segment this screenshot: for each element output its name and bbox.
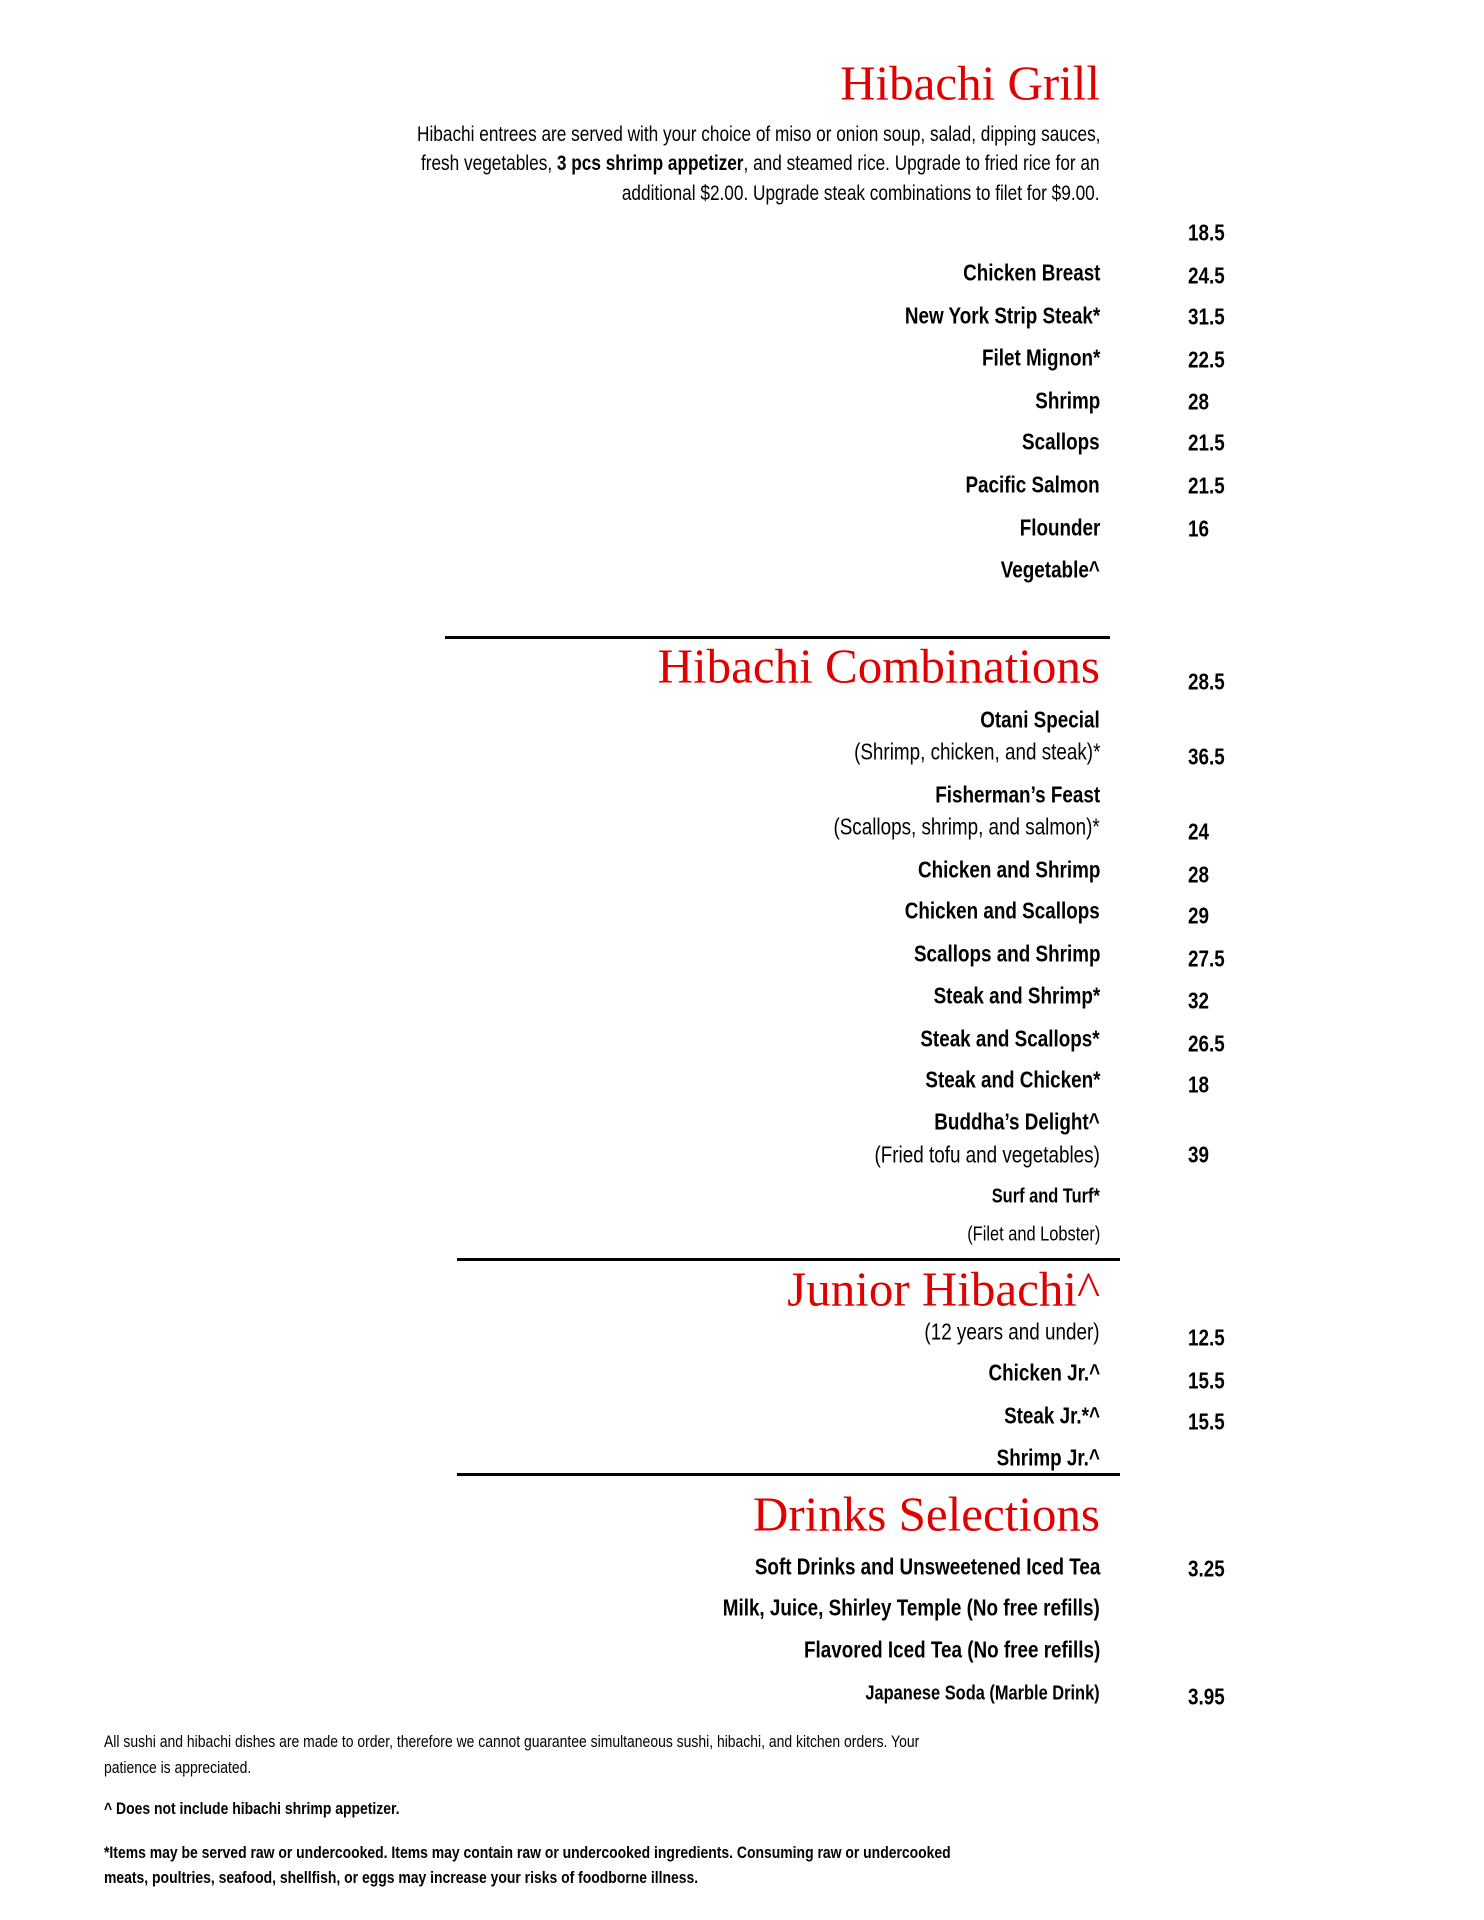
price: 12.5 <box>1188 1324 1225 1351</box>
price: 16 <box>1188 515 1209 542</box>
price: 32 <box>1188 987 1209 1014</box>
price: 22.5 <box>1188 346 1225 373</box>
price: 27.5 <box>1188 945 1225 972</box>
menu-item: New York Strip Steak* <box>904 302 1100 329</box>
grill-description: additional $2.00. Upgrade steak combinations to filet for $9.00. <box>622 182 1100 205</box>
menu-item: Chicken and Shrimp <box>917 856 1100 883</box>
menu-item: Soft Drinks and Unsweetened Iced Tea <box>754 1553 1100 1580</box>
menu-item-detail: (Filet and Lobster) <box>966 1223 1100 1246</box>
menu-item: Otani Special <box>980 706 1100 733</box>
price: 3.25 <box>1188 1555 1225 1582</box>
price: 18 <box>1188 1071 1209 1098</box>
price: 31.5 <box>1188 303 1225 330</box>
price: 28 <box>1188 388 1209 415</box>
price: 29 <box>1188 902 1209 929</box>
menu-item: Buddha’s Delight^ <box>934 1108 1100 1135</box>
menu-item-detail: (Scallops, shrimp, and salmon)* <box>833 813 1100 840</box>
menu-item: Shrimp Jr.^ <box>996 1444 1100 1471</box>
price: 18.5 <box>1188 219 1225 246</box>
order-note: All sushi and hibachi dishes are made to order, therefore we cannot guarantee simultaneous sushi, hibachi, and kitchen orders. Your <box>104 1732 920 1751</box>
menu-item: Steak and Scallops* <box>920 1025 1100 1052</box>
menu-item: Flavored Iced Tea (No free refills) <box>803 1636 1100 1663</box>
junior-hibachi-title: Junior Hibachi^ <box>787 1261 1100 1317</box>
grill-description <box>421 152 1100 176</box>
menu-item: Steak Jr.*^ <box>1004 1402 1100 1429</box>
price: 3.95 <box>1188 1683 1225 1710</box>
menu-item: Chicken Jr.^ <box>988 1359 1100 1386</box>
menu-item: Fisherman’s Feast <box>935 781 1100 808</box>
hibachi-grill-title: Hibachi Grill <box>840 55 1100 111</box>
junior-subtitle: (12 years and under) <box>924 1318 1100 1345</box>
menu-item: Vegetable^ <box>1000 556 1100 583</box>
menu-item-detail: (Fried tofu and vegetables) <box>874 1141 1100 1168</box>
menu-item: Filet Mignon* <box>981 344 1100 371</box>
price: 26.5 <box>1188 1030 1225 1057</box>
menu-item: Scallops <box>1022 428 1100 455</box>
menu-item: Flounder <box>1019 514 1100 541</box>
price: 24 <box>1188 818 1209 845</box>
desc-text: fresh vegetables, <box>421 152 558 175</box>
price: 15.5 <box>1188 1367 1225 1394</box>
price: 28 <box>1188 861 1209 888</box>
price: 24.5 <box>1188 262 1225 289</box>
menu-item: Surf and Turf* <box>991 1185 1100 1208</box>
raw-food-warning: meats, poultries, seafood, shellfish, or eggs may increase your risks of foodborne illness. <box>104 1868 699 1887</box>
menu-item: Steak and Shrimp* <box>933 982 1100 1009</box>
price: 15.5 <box>1188 1408 1225 1435</box>
price: 36.5 <box>1188 743 1225 770</box>
menu-item: Shrimp <box>1035 387 1100 414</box>
drinks-selections-title: Drinks Selections <box>752 1486 1100 1542</box>
caret-note: ^ Does not include hibachi shrimp appetizer. <box>104 1799 400 1818</box>
menu-item: Chicken Breast <box>962 259 1100 286</box>
divider <box>457 1473 1120 1476</box>
raw-food-warning: *Items may be served raw or undercooked. Items may contain raw or undercooked ingredients. Consuming raw or undercooked <box>104 1843 951 1862</box>
menu-item: Chicken and Scallops <box>905 897 1100 924</box>
price: 21.5 <box>1188 429 1225 456</box>
order-note: patience is appreciated. <box>104 1758 252 1777</box>
desc-bold: 3 pcs shrimp appetizer <box>557 152 744 175</box>
price: 39 <box>1188 1141 1209 1168</box>
menu-item: Pacific Salmon <box>965 471 1100 498</box>
menu-item: Japanese Soda (Marble Drink) <box>865 1682 1100 1705</box>
grill-description: Hibachi entrees are served with your choice of miso or onion soup, salad, dipping sauces, <box>416 123 1100 146</box>
menu-item: Milk, Juice, Shirley Temple (No free refills) <box>723 1594 1100 1621</box>
menu-item: Steak and Chicken* <box>924 1066 1100 1093</box>
price: 28.5 <box>1188 668 1225 695</box>
desc-text: , and steamed rice. Upgrade to fried rice for an <box>743 152 1100 175</box>
menu-item-detail: (Shrimp, chicken, and steak)* <box>853 738 1100 765</box>
price: 21.5 <box>1188 472 1225 499</box>
hibachi-combinations-title: Hibachi Combinations <box>657 638 1100 694</box>
menu-item: Scallops and Shrimp <box>913 940 1100 967</box>
